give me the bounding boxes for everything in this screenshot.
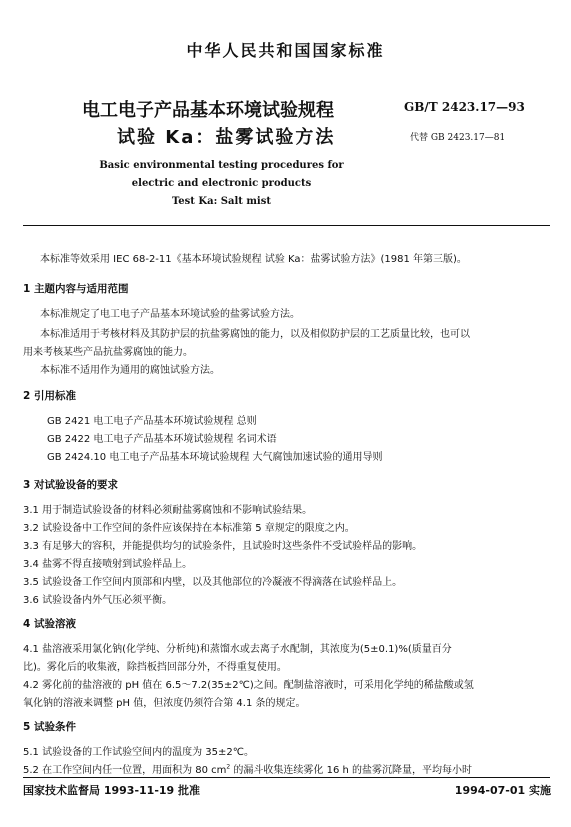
reference-item: GB 2421 电工电子产品基本环境试验规程 总则 [47,416,257,427]
title-english-line1: Basic environmental testing procedures for [99,160,344,171]
title-chinese-line1: 电工电子产品基本环境试验规程 [82,100,334,121]
footer-rule [23,777,550,778]
title-english-line3: Test Ka: Salt mist [172,196,271,207]
section-3-heading: 3 对试验设备的要求 [23,479,118,491]
section-3-item: 3.3 有足够大的容积，并能提供均匀的试验条件，且试验时这些条件不受试验样品的影响。 [23,541,423,552]
title-english-line2: electric and electronic products [131,178,312,189]
section-3-item: 3.5 试验设备工作空间内顶部和内壁，以及其他部位的冷凝液不得滴落在试验样品上。 [23,577,403,588]
section-3-item: 3.4 盐雾不得直接喷射到试验样品上。 [23,559,193,570]
section-3-item: 3.2 试验设备中工作空间的条件应该保持在本标准第 5 章规定的限度之内。 [23,523,355,534]
section-5-paragraph: 5.2 在工作空间内任一位置，用面积为 80 $cm^2$ 的漏斗收集连续雾化 16 h 的盐雾沉降量，平均每小时 [23,763,473,776]
section-4-paragraph: 比)。雾化后的收集液，除挡板挡回部分外，不得重复使用。 [23,662,287,673]
section-2-heading: 2 引用标准 [23,390,76,402]
title-chinese-line2: 试验 Ka：盐雾试验方法 [117,127,336,148]
section-1-paragraph: 本标准规定了电工电子产品基本环境试验的盐雾试验方法。 [40,309,300,320]
section-4-paragraph: 4.1 盐溶液采用氯化钠(化学纯、分析纯)和蒸馏水或去离子水配制，其浓度为(5±0.1)%(质量百分 [23,644,452,655]
section-3-item: 3.6 试验设备内外气压必须平衡。 [23,595,173,606]
approval-date: 国家技术监督局 1993-11-19 批准 [23,784,201,797]
section-4-heading: 4 试验溶液 [23,618,76,630]
section-1-paragraph: 本标准适用于考核材料及其防护层的抗盐雾腐蚀的能力，以及相似防护层的工艺质量比较，也可以 [40,329,470,340]
section-5-heading: 5 试验条件 [23,721,76,733]
section-1-paragraph: 本标准不适用作为通用的腐蚀试验方法。 [40,365,220,376]
header-rule [23,225,550,226]
replaces-standard: 代替 GB 2423.17—81 [410,133,506,143]
section-3-item: 3.1 用于制造试验设备的材料必须耐盐雾腐蚀和不影响试验结果。 [23,505,313,516]
section-4-paragraph: 氧化钠的溶液来调整 pH 值，但浓度仍须符合第 4.1 条的规定。 [23,698,306,709]
effective-date: 1994-07-01 实施 [454,784,551,797]
standard-organization: 中华人民共和国国家标准 [186,41,385,60]
section-5-paragraph: 5.1 试验设备的工作试验空间内的温度为 35±2℃。 [23,747,254,758]
section-1-heading: 1 主题内容与适用范围 [23,283,129,295]
section-4-paragraph: 4.2 雾化前的盐溶液的 pH 值在 6.5～7.2(35±2℃)之间。配制盐溶液时，可采用化学纯的稀盐酸或氢 [23,680,474,691]
reference-item: GB 2424.10 电工电子产品基本环境试验规程 大气腐蚀加速试验的通用导则 [47,452,383,463]
reference-item: GB 2422 电工电子产品基本环境试验规程 名词术语 [47,434,277,445]
intro-paragraph: 本标准等效采用 IEC 68-2-11《基本环境试验规程 试验 Ka：盐雾试验方法》(1981 年第三版)。 [40,254,467,265]
section-1-paragraph: 用来考核某些产品抗盐雾腐蚀的能力。 [23,347,193,358]
standard-code: GB/T 2423.17—93 [404,100,525,114]
